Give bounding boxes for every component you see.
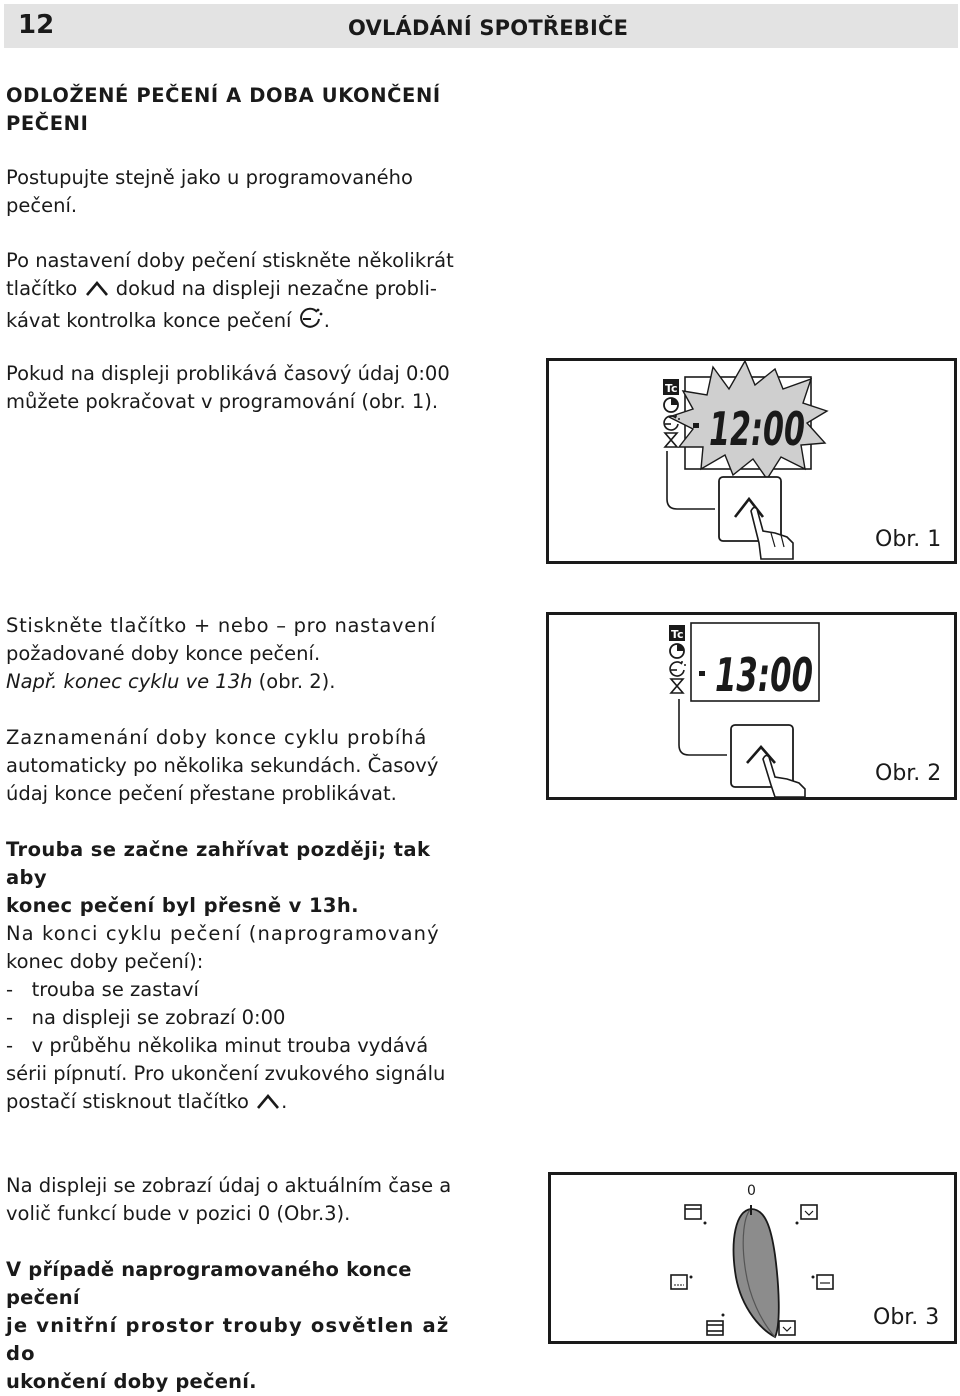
end-of-cooking-icon — [298, 306, 324, 338]
up-button — [719, 477, 781, 541]
clock-icon — [664, 398, 678, 412]
page-header — [4, 4, 958, 48]
figure-1 — [546, 358, 957, 564]
page-number: 12 — [18, 10, 55, 40]
figure-2 — [546, 612, 957, 800]
hourglass-icon — [665, 433, 677, 447]
tc-icon — [663, 379, 679, 395]
paragraph-8: Na displeji se zobrazí údaj o aktuálním čase a volič funkcí bude v pozici 0 (Obr.3). — [6, 1174, 452, 1225]
oven-function-icon — [812, 1275, 834, 1289]
tc-icon — [669, 625, 685, 641]
paragraph-6: Trouba se začne zahřívat později; tak aby konec pečení byl přesně v 13h. — [6, 838, 431, 917]
figure-2-label: Obr. 2 — [875, 761, 942, 786]
figure-3 — [548, 1172, 957, 1344]
up-arrow-icon — [84, 278, 110, 306]
paragraph-1: Postupujte stejně jako u programovaného pečení. — [6, 166, 413, 217]
paragraph-4: Stiskněte tlačítko + nebo – pro nastavení požadované doby konce pečení. Např. konec cyklu ve 13h (obr. 2). — [6, 614, 437, 693]
figure-1-label: Obr. 1 — [875, 527, 942, 552]
clock-icon — [670, 644, 684, 658]
svg-text:Tc: Tc — [665, 382, 678, 395]
paragraph-3: Pokud na displeji problikává časový údaj 0:00 můžete pokračovat v programování (obr. 1). — [6, 362, 450, 413]
oven-function-icon — [796, 1205, 818, 1225]
figure-3-label: Obr. 3 — [873, 1305, 940, 1330]
section-title: OVLÁDÁNÍ SPOTŘEBIČE — [348, 16, 629, 40]
display-time: 12:00 — [709, 402, 805, 456]
oven-function-icon — [685, 1205, 707, 1225]
dial-zero-mark: 0 — [747, 1183, 756, 1199]
page-title: ODLOŽENÉ PEČENÍ A DOBA UKONČENÍ PEČENI — [6, 84, 441, 135]
paragraph-2: Po nastavení doby pečení stiskněte několikrát tlačítko dokud na displeji nezačne probli- kávat kontrolka konce pečení . — [6, 247, 464, 338]
paragraph-5: Zaznamenání doby konce cyklu probíhá automaticky po několika sekundách. Časový údaj konce pečení přestane problikávat. — [6, 726, 439, 805]
hourglass-icon — [671, 679, 683, 693]
end-of-cooking-icon — [670, 661, 686, 676]
display-time: 13:00 — [715, 648, 813, 702]
oven-function-icon — [671, 1275, 693, 1289]
paragraph-9: V případě naprogramovaného konce pečení je vnitřní prostor trouby osvětlen až do ukončení doby pečení. — [6, 1258, 450, 1393]
svg-text:Tc: Tc — [671, 628, 684, 641]
paragraph-7: Na konci cyklu pečení (naprogramovaný konec doby pečení): - trouba se zastaví - na displeji se zobrazí 0:00 - v průběhu několika minut trouba vydává sérii pípnutí. Pro ukončení zvukového signálu postačí stisknout tlačítko . — [6, 920, 464, 1119]
oven-function-icon — [707, 1314, 725, 1336]
up-arrow-icon — [255, 1091, 281, 1119]
function-selector-dial — [734, 1205, 779, 1337]
